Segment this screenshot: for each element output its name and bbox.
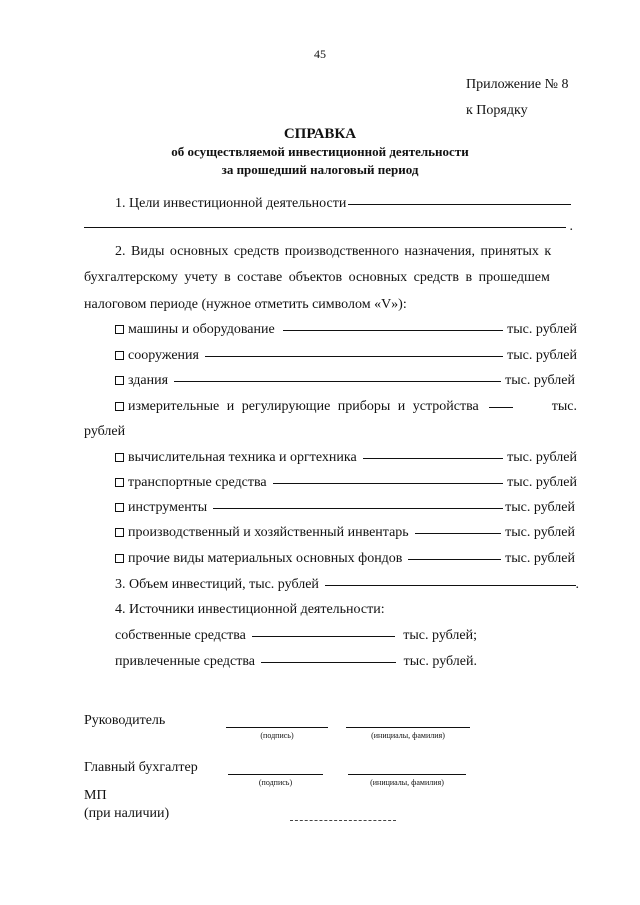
- amount-blank[interactable]: [408, 559, 501, 560]
- checkbox[interactable]: [115, 402, 124, 411]
- amount-blank[interactable]: [489, 407, 513, 408]
- asset-item: [115, 399, 577, 415]
- section-1-label: 1. Цели инвестиционной деятельности: [115, 196, 347, 211]
- asset-item-label: сооружения: [128, 348, 199, 363]
- section-2-line-1: 2. Виды основных средств производственного назначения, принятых к: [115, 244, 552, 259]
- unit-label: тыс. рублей: [505, 551, 575, 566]
- unit-label: тыс. рублей: [507, 450, 577, 465]
- checkbox[interactable]: [115, 478, 124, 487]
- checkbox[interactable]: [115, 554, 124, 563]
- asset-item: [115, 525, 575, 541]
- section-1-continuation: [84, 219, 573, 235]
- asset-item: [115, 348, 577, 364]
- checkbox[interactable]: [115, 453, 124, 462]
- asset-item-label: измерительные и регулирующие приборы и устройства: [128, 399, 479, 414]
- unit-label: тыс. рублей: [505, 373, 575, 388]
- section-1-end: .: [569, 219, 573, 234]
- own-funds-label: собственные средства: [115, 628, 246, 643]
- section-1-row: [115, 196, 575, 212]
- asset-item-label: транспортные средства: [128, 475, 267, 490]
- accountant-signature-caption: (подпись): [258, 778, 293, 787]
- amount-blank[interactable]: [213, 508, 503, 509]
- stamp-label: МП: [84, 788, 107, 803]
- checkbox[interactable]: [115, 351, 124, 360]
- section-3-label: 3. Объем инвестиций, тыс. рублей: [115, 577, 319, 592]
- section-4-label: 4. Источники инвестиционной деятельности:: [115, 602, 385, 617]
- own-funds-row: [115, 628, 477, 644]
- asset-item-label: здания: [128, 373, 169, 388]
- director-name-caption: (инициалы, фамилия): [371, 731, 445, 740]
- checkbox[interactable]: [115, 503, 124, 512]
- amount-blank[interactable]: [283, 330, 503, 331]
- borrowed-funds-label: привлеченные средства: [115, 654, 255, 669]
- unit-label: тыс. рублей: [507, 348, 577, 363]
- unit-label: тыс. рублей: [507, 322, 577, 337]
- amount-blank[interactable]: [273, 483, 504, 484]
- stamp-line: [290, 820, 396, 821]
- page-number: 45: [314, 47, 326, 61]
- checkbox[interactable]: [115, 376, 124, 385]
- asset-item-label: вычислительная техника и оргтехника: [128, 450, 357, 465]
- investment-amount-blank[interactable]: [325, 585, 576, 586]
- asset-item-label: машины и оборудование: [128, 322, 275, 337]
- appendix-label: Приложение № 8: [466, 77, 569, 92]
- director-name-line[interactable]: [346, 727, 470, 728]
- section-3-row: [115, 577, 579, 593]
- asset-item: [115, 551, 575, 567]
- asset-item: [115, 475, 577, 491]
- unit-label: тыс. рублей: [505, 525, 575, 540]
- asset-item: [115, 500, 575, 516]
- checkbox[interactable]: [115, 528, 124, 537]
- asset-item: [115, 322, 577, 338]
- accountant-name-caption: (инициалы, фамилия): [370, 778, 444, 787]
- asset-item-label: прочие виды материальных основных фондов: [128, 551, 403, 566]
- asset-item-label: производственный и хозяйственный инвентарь: [128, 525, 409, 540]
- asset-item: [115, 450, 577, 466]
- borrowed-funds-blank[interactable]: [261, 662, 396, 663]
- asset-item-label: инструменты: [128, 500, 208, 515]
- own-funds-blank[interactable]: [252, 636, 395, 637]
- section-2-line-3: налоговом периоде (нужное отметить символом «V»):: [84, 297, 407, 312]
- section-3-end: .: [575, 577, 579, 592]
- amount-blank[interactable]: [363, 458, 503, 459]
- amount-blank[interactable]: [415, 533, 501, 534]
- stamp-note: (при наличии): [84, 806, 170, 821]
- borrowed-funds-unit: тыс. рублей.: [403, 654, 477, 669]
- checkbox[interactable]: [115, 325, 124, 334]
- document-subtitle-2: за прошедший налоговый период: [221, 162, 419, 177]
- director-signature-line[interactable]: [226, 727, 328, 728]
- accountant-name-line[interactable]: [348, 774, 466, 775]
- appendix-order: к Порядку: [466, 103, 528, 118]
- section-1-blank[interactable]: [348, 204, 571, 205]
- amount-blank[interactable]: [205, 356, 503, 357]
- own-funds-unit: тыс. рублей;: [403, 628, 477, 643]
- unit-label: тыс. рублей: [505, 500, 575, 515]
- borrowed-funds-row: [115, 654, 477, 670]
- asset-item: [115, 373, 575, 389]
- section-2-line-2: бухгалтерскому учету в составе объектов основных средств в прошедшем: [84, 270, 550, 285]
- director-label: Руководитель: [84, 713, 166, 728]
- unit-label: тыс.: [551, 399, 577, 414]
- document-title: СПРАВКА: [283, 126, 357, 142]
- chief-accountant-label: Главный бухгалтер: [84, 760, 198, 775]
- accountant-signature-line[interactable]: [228, 774, 323, 775]
- document-subtitle-1: об осуществляемой инвестиционной деятельности: [171, 144, 469, 159]
- section-1-blank-2[interactable]: [84, 227, 566, 228]
- unit-label: тыс. рублей: [507, 475, 577, 490]
- unit-label-wrap: рублей: [84, 424, 126, 439]
- amount-blank[interactable]: [174, 381, 501, 382]
- director-signature-caption: (подпись): [260, 731, 294, 740]
